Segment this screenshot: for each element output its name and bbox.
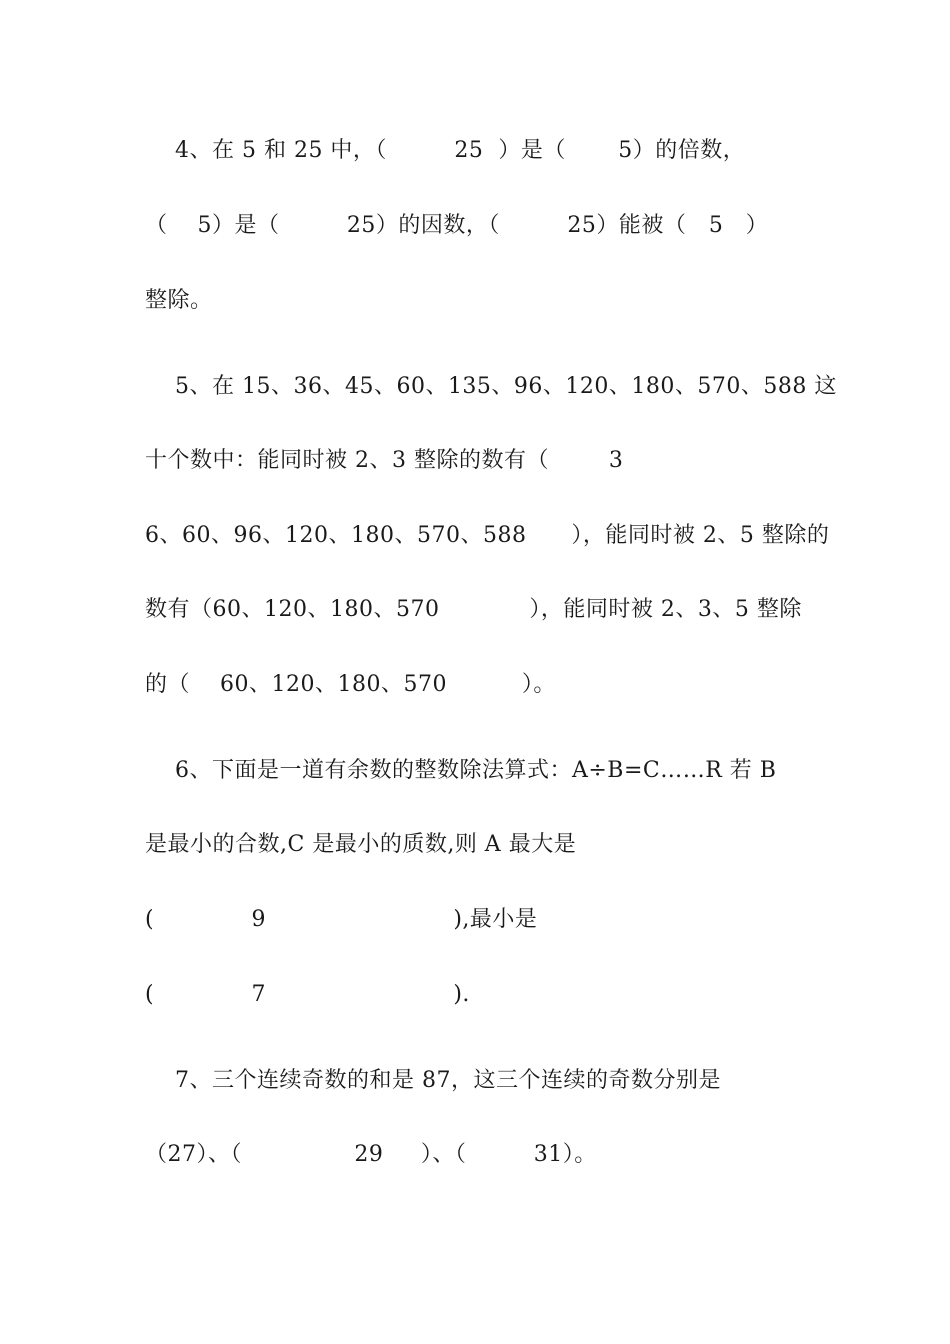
question-5-line-3: 6、60、96、120、180、570、588 ），能同时被 2、5 整除的 xyxy=(145,523,830,548)
question-5-line-5: 的（ 60、120、180、570 ）。 xyxy=(145,672,556,697)
question-6-line-2: 是最小的合数,C 是最小的质数,则 A 最大是 xyxy=(145,832,577,857)
question-4-line-2: （ 5）是（ 25）的因数，（ 25）能被（ 5 ） xyxy=(145,213,769,238)
question-7-line-2: （27）、（ 29 ）、（ 31）。 xyxy=(145,1142,597,1167)
question-5-line-4: 数有（60、120、180、570 ），能同时被 2、3、5 整除 xyxy=(145,597,802,622)
question-5-line-1: 5、在 15、36、45、60、135、96、120、180、570、588 这 xyxy=(145,374,837,399)
question-6-line-4: ( 7 ). xyxy=(145,982,470,1007)
question-4-line-3: 整除。 xyxy=(145,288,213,313)
question-6-line-3: ( 9 ),最小是 xyxy=(145,907,538,932)
question-5-line-2: 十个数中：能同时被 2、3 整除的数有（ 3 xyxy=(145,448,624,473)
question-7-line-1: 7、三个连续奇数的和是 87，这三个连续的奇数分别是 xyxy=(145,1068,721,1093)
question-4-line-1: 4、在 5 和 25 中，（ 25 ）是（ 5）的倍数， xyxy=(145,138,746,163)
question-6-line-1: 6、下面是一道有余数的整数除法算式：A÷B=C……R 若 B xyxy=(145,758,777,783)
